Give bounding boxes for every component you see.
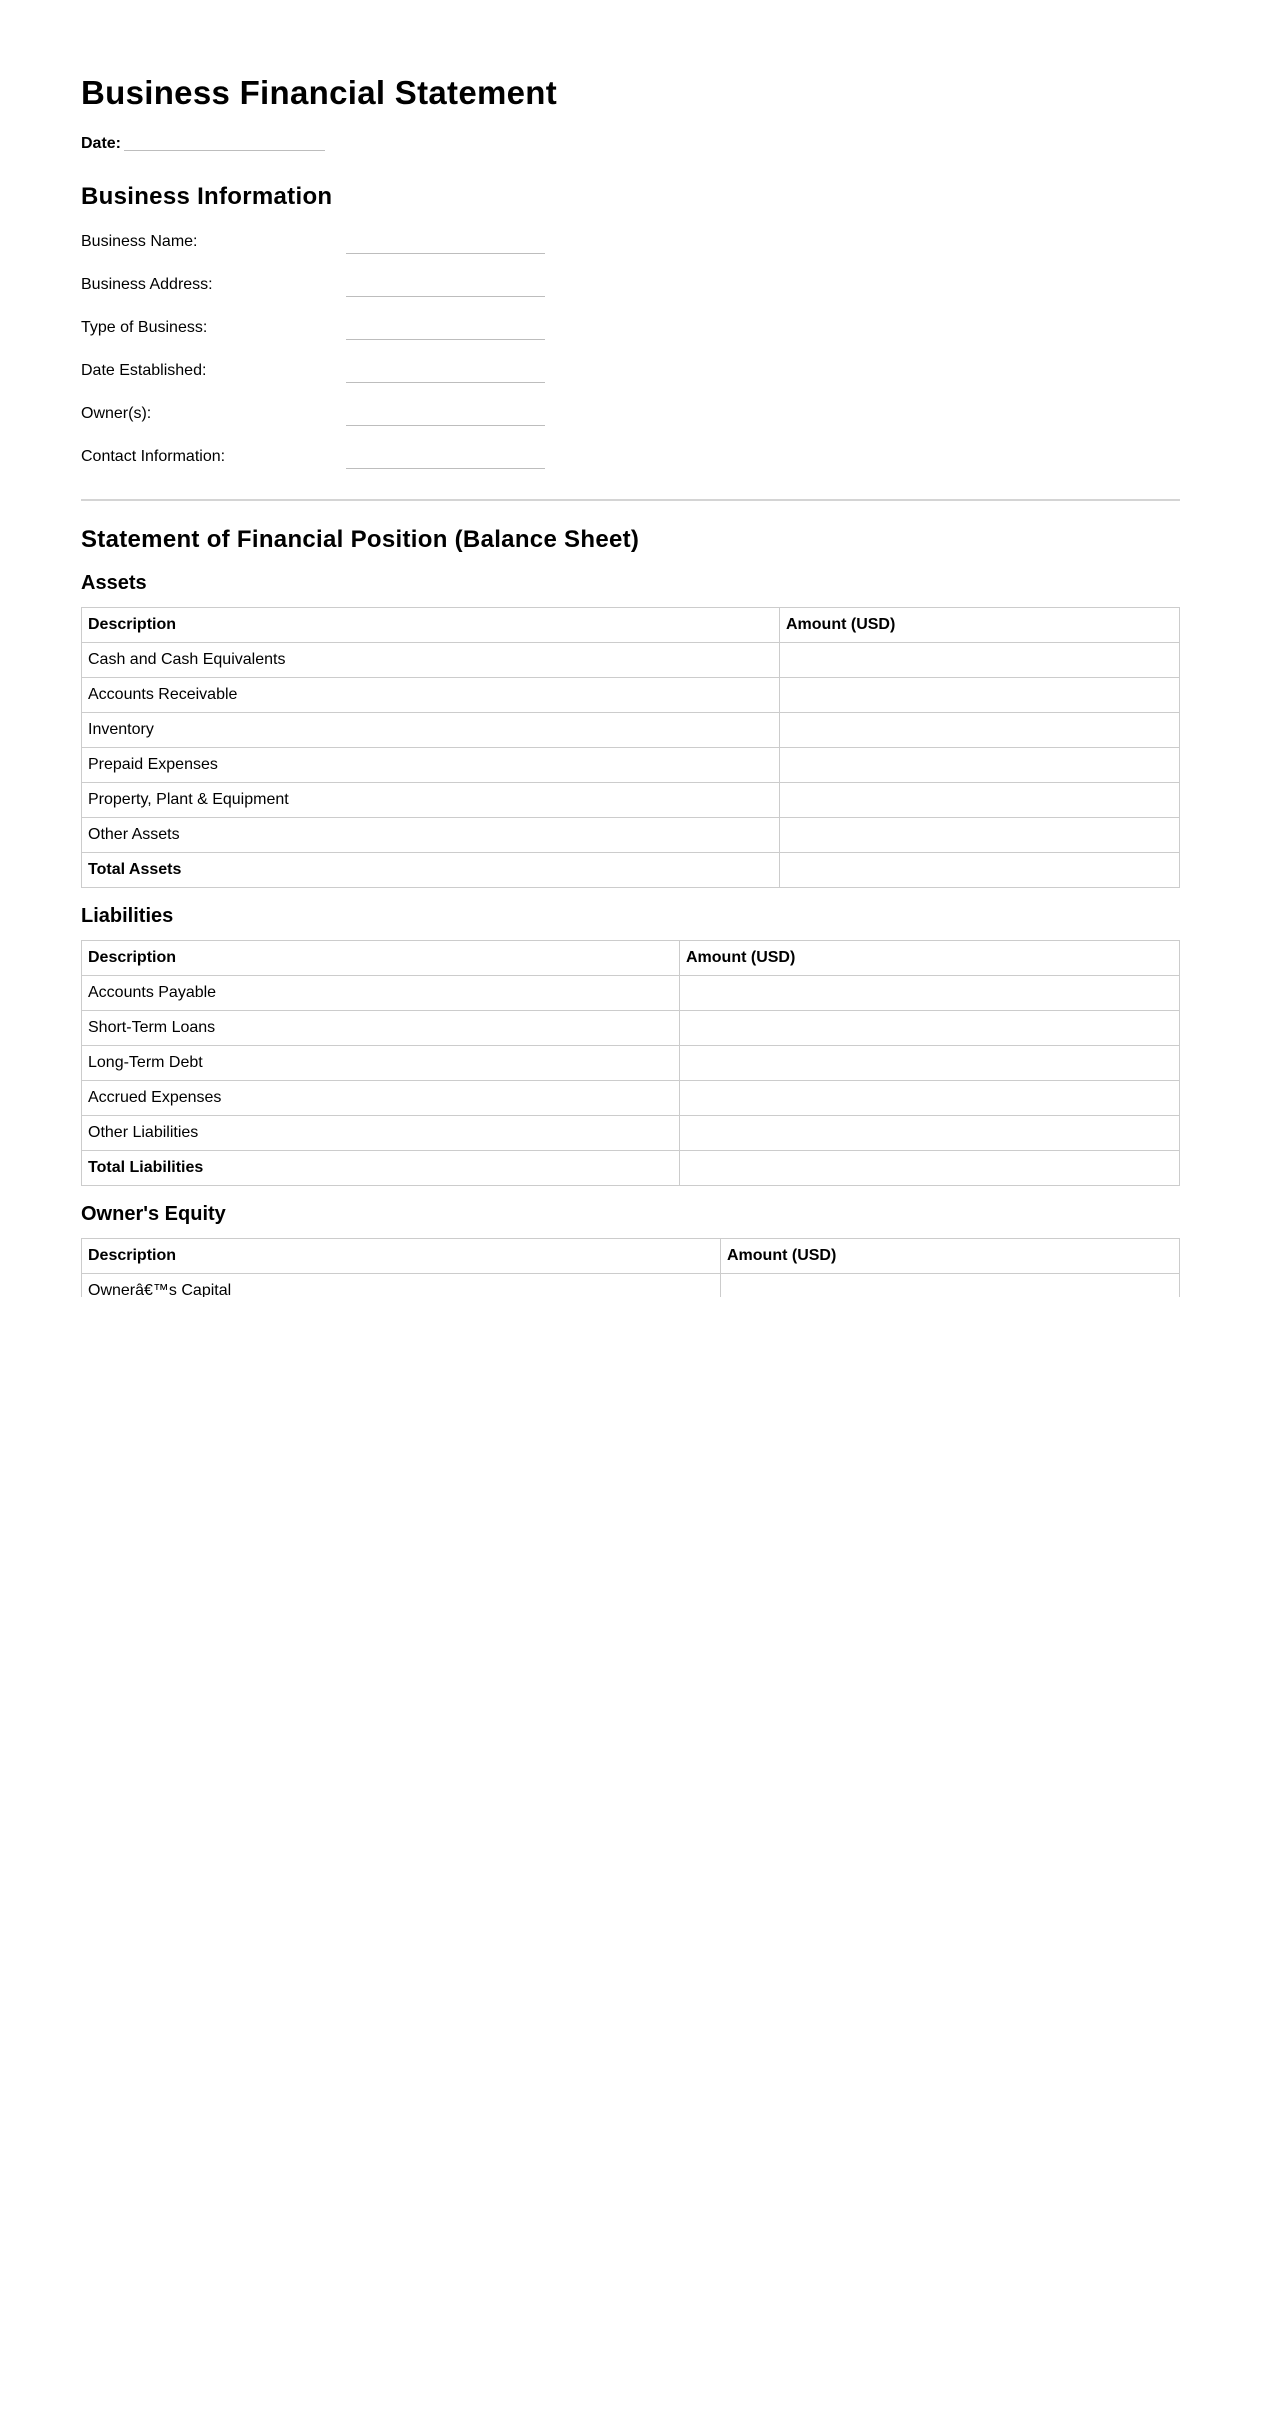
amount-cell[interactable] (780, 678, 1180, 713)
field-label: Date Established: (81, 362, 207, 379)
equity-heading: Owner's Equity (81, 1203, 226, 1225)
amount-cell[interactable] (680, 1116, 1180, 1151)
table-row (82, 1011, 1180, 1046)
table-row (82, 1046, 1180, 1081)
row-description: Other Liabilities (82, 1116, 680, 1151)
date-field[interactable] (124, 149, 325, 151)
table-row (82, 1081, 1180, 1116)
total-liabilities-label: Total Liabilities (82, 1151, 680, 1186)
owners-field[interactable] (346, 425, 545, 426)
field-row-date-established (81, 349, 1180, 392)
amount-cell[interactable] (680, 1046, 1180, 1081)
row-description: Accrued Expenses (82, 1081, 680, 1116)
row-description: Prepaid Expenses (82, 748, 780, 783)
amount-cell[interactable] (680, 976, 1180, 1011)
field-row-type-of-business (81, 306, 1180, 349)
total-amount-cell[interactable] (780, 853, 1180, 888)
business-information-heading: Business Information (81, 183, 333, 210)
column-header-amount: Amount (USD) (721, 1239, 1180, 1274)
column-header-amount: Amount (USD) (680, 941, 1180, 976)
amount-cell[interactable] (721, 1274, 1180, 1298)
amount-cell[interactable] (780, 783, 1180, 818)
row-description: Accounts Payable (82, 976, 680, 1011)
table-header-row (82, 608, 1180, 643)
column-header-amount: Amount (USD) (780, 608, 1180, 643)
business-address-field[interactable] (346, 296, 545, 297)
page-title: Business Financial Statement (81, 74, 558, 111)
date-label: Date: (81, 135, 122, 152)
field-row-contact-information (81, 435, 1180, 478)
field-row-business-name (81, 220, 1180, 263)
assets-heading: Assets (81, 572, 147, 594)
field-label: Business Name: (81, 233, 198, 250)
row-description: Cash and Cash Equivalents (82, 643, 780, 678)
table-row (82, 713, 1180, 748)
table-row (82, 1116, 1180, 1151)
row-description: Short-Term Loans (82, 1011, 680, 1046)
date-row (81, 132, 1180, 154)
table-row (82, 783, 1180, 818)
table-row (82, 643, 1180, 678)
field-label: Business Address: (81, 276, 213, 293)
type-of-business-field[interactable] (346, 339, 545, 340)
assets-table (81, 607, 1180, 888)
equity-table (81, 1238, 1180, 1297)
row-description: Long-Term Debt (82, 1046, 680, 1081)
field-label: Contact Information: (81, 448, 226, 465)
table-header-row (82, 941, 1180, 976)
amount-cell[interactable] (680, 1081, 1180, 1116)
amount-cell[interactable] (780, 818, 1180, 853)
date-established-field[interactable] (346, 382, 545, 383)
balance-sheet-heading: Statement of Financial Position (Balance Sheet) (81, 526, 640, 553)
table-row (82, 748, 1180, 783)
amount-cell[interactable] (680, 1011, 1180, 1046)
liabilities-table (81, 940, 1180, 1186)
total-assets-label: Total Assets (82, 853, 780, 888)
table-row (82, 1274, 1180, 1298)
total-row (82, 853, 1180, 888)
field-label: Owner(s): (81, 405, 152, 422)
column-header-description: Description (82, 1239, 721, 1274)
amount-cell[interactable] (780, 713, 1180, 748)
document-content (81, 74, 1180, 1297)
table-header-row (82, 1239, 1180, 1274)
business-information-fields (81, 220, 1180, 478)
column-header-description: Description (82, 941, 680, 976)
amount-cell[interactable] (780, 643, 1180, 678)
liabilities-heading: Liabilities (81, 905, 174, 927)
business-name-field[interactable] (346, 253, 545, 254)
section-divider (81, 499, 1180, 501)
row-description: Ownerâ€™s Capital (82, 1274, 721, 1298)
row-description: Property, Plant & Equipment (82, 783, 780, 818)
field-row-owners (81, 392, 1180, 435)
row-description: Inventory (82, 713, 780, 748)
total-row (82, 1151, 1180, 1186)
field-label: Type of Business: (81, 319, 208, 336)
field-row-business-address (81, 263, 1180, 306)
amount-cell[interactable] (780, 748, 1180, 783)
table-row (82, 818, 1180, 853)
row-description: Other Assets (82, 818, 780, 853)
column-header-description: Description (82, 608, 780, 643)
table-row (82, 678, 1180, 713)
table-row (82, 976, 1180, 1011)
contact-information-field[interactable] (346, 468, 545, 469)
row-description: Accounts Receivable (82, 678, 780, 713)
total-amount-cell[interactable] (680, 1151, 1180, 1186)
